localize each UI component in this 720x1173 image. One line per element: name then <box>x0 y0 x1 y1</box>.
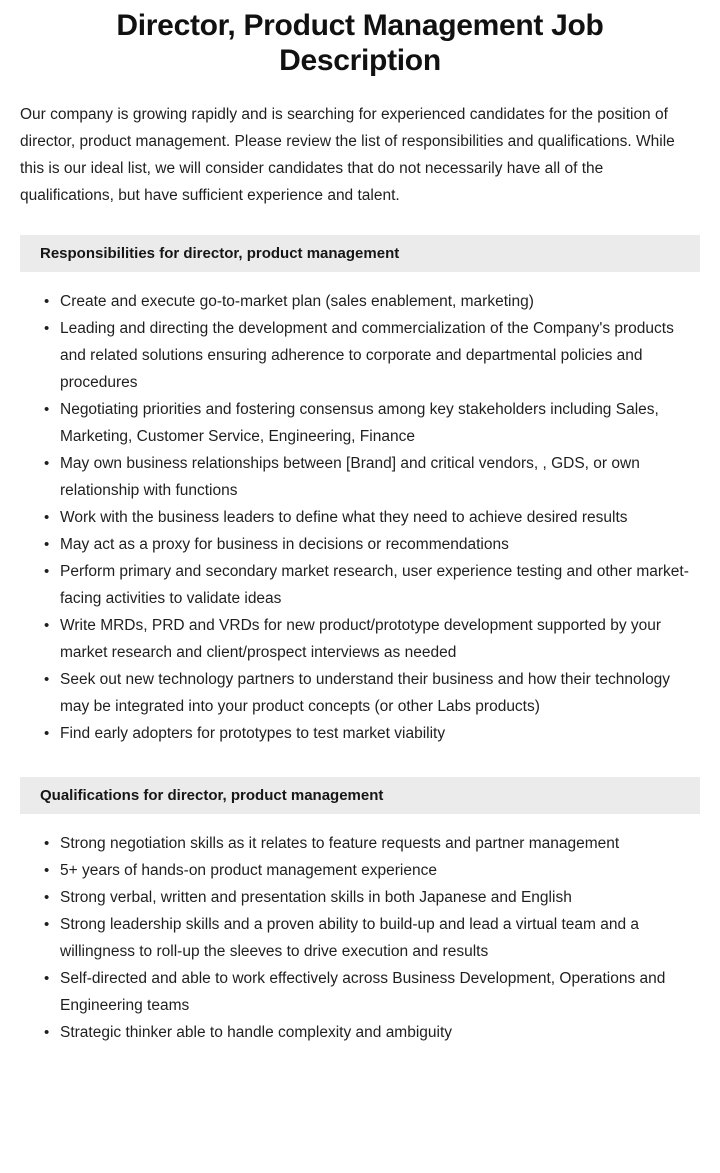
list-item: • Strategic thinker able to handle complexity and ambiguity <box>44 1019 698 1046</box>
qualifications-list <box>0 814 720 1046</box>
list-item: • Strong negotiation skills as it relates to feature requests and partner management <box>44 830 698 857</box>
list-item: • Leading and directing the development and commercialization of the Company's products and related solutions ensuring adherence to corporate and departmental policies and procedures <box>44 315 698 396</box>
responsibilities-section <box>0 235 720 747</box>
responsibilities-list <box>0 272 720 747</box>
list-item: • Work with the business leaders to define what they need to achieve desired results <box>44 504 698 531</box>
list-item: • 5+ years of hands-on product management experience <box>44 857 698 884</box>
qualifications-section-header: Qualifications for director, product management <box>20 777 700 814</box>
list-item: • May act as a proxy for business in decisions or recommendations <box>44 531 698 558</box>
page-bottom-spacer <box>0 1046 720 1070</box>
responsibilities-section-header: Responsibilities for director, product management <box>20 235 700 272</box>
list-item: • Perform primary and secondary market research, user experience testing and other market-facing activities to validate ideas <box>44 558 698 612</box>
list-item: • Seek out new technology partners to understand their business and how their technology may be integrated into your product concepts (or other Labs products) <box>44 666 698 720</box>
list-item: • Write MRDs, PRD and VRDs for new product/prototype development supported by your market research and client/prospect interviews as needed <box>44 612 698 666</box>
list-item: • May own business relationships between [Brand] and critical vendors, , GDS, or own relationship with functions <box>44 450 698 504</box>
page-title: Director, Product Management Job Description <box>116 9 604 78</box>
list-item: • Create and execute go-to-market plan (sales enablement, marketing) <box>44 288 698 315</box>
list-item: • Strong leadership skills and a proven ability to build-up and lead a virtual team and a willingness to roll-up the sleeves to drive execution and results <box>44 911 698 965</box>
intro-paragraph: Our company is growing rapidly and is searching for experienced candidates for the position of director, product management. Please review the list of responsibilities and qualifications. While this is our ideal list, we will consider candidates that do not necessarily have all of the qualifications, but have sufficient experience and talent. <box>20 105 675 204</box>
list-item: • Self-directed and able to work effectively across Business Development, Operations and Engineering teams <box>44 965 698 1019</box>
qualifications-section <box>0 777 720 1046</box>
list-item: • Find early adopters for prototypes to test market viability <box>44 720 698 747</box>
list-item: • Negotiating priorities and fostering consensus among key stakeholders including Sales, Marketing, Customer Service, Engineering, Finance <box>44 396 698 450</box>
list-item: • Strong verbal, written and presentation skills in both Japanese and English <box>44 884 698 911</box>
